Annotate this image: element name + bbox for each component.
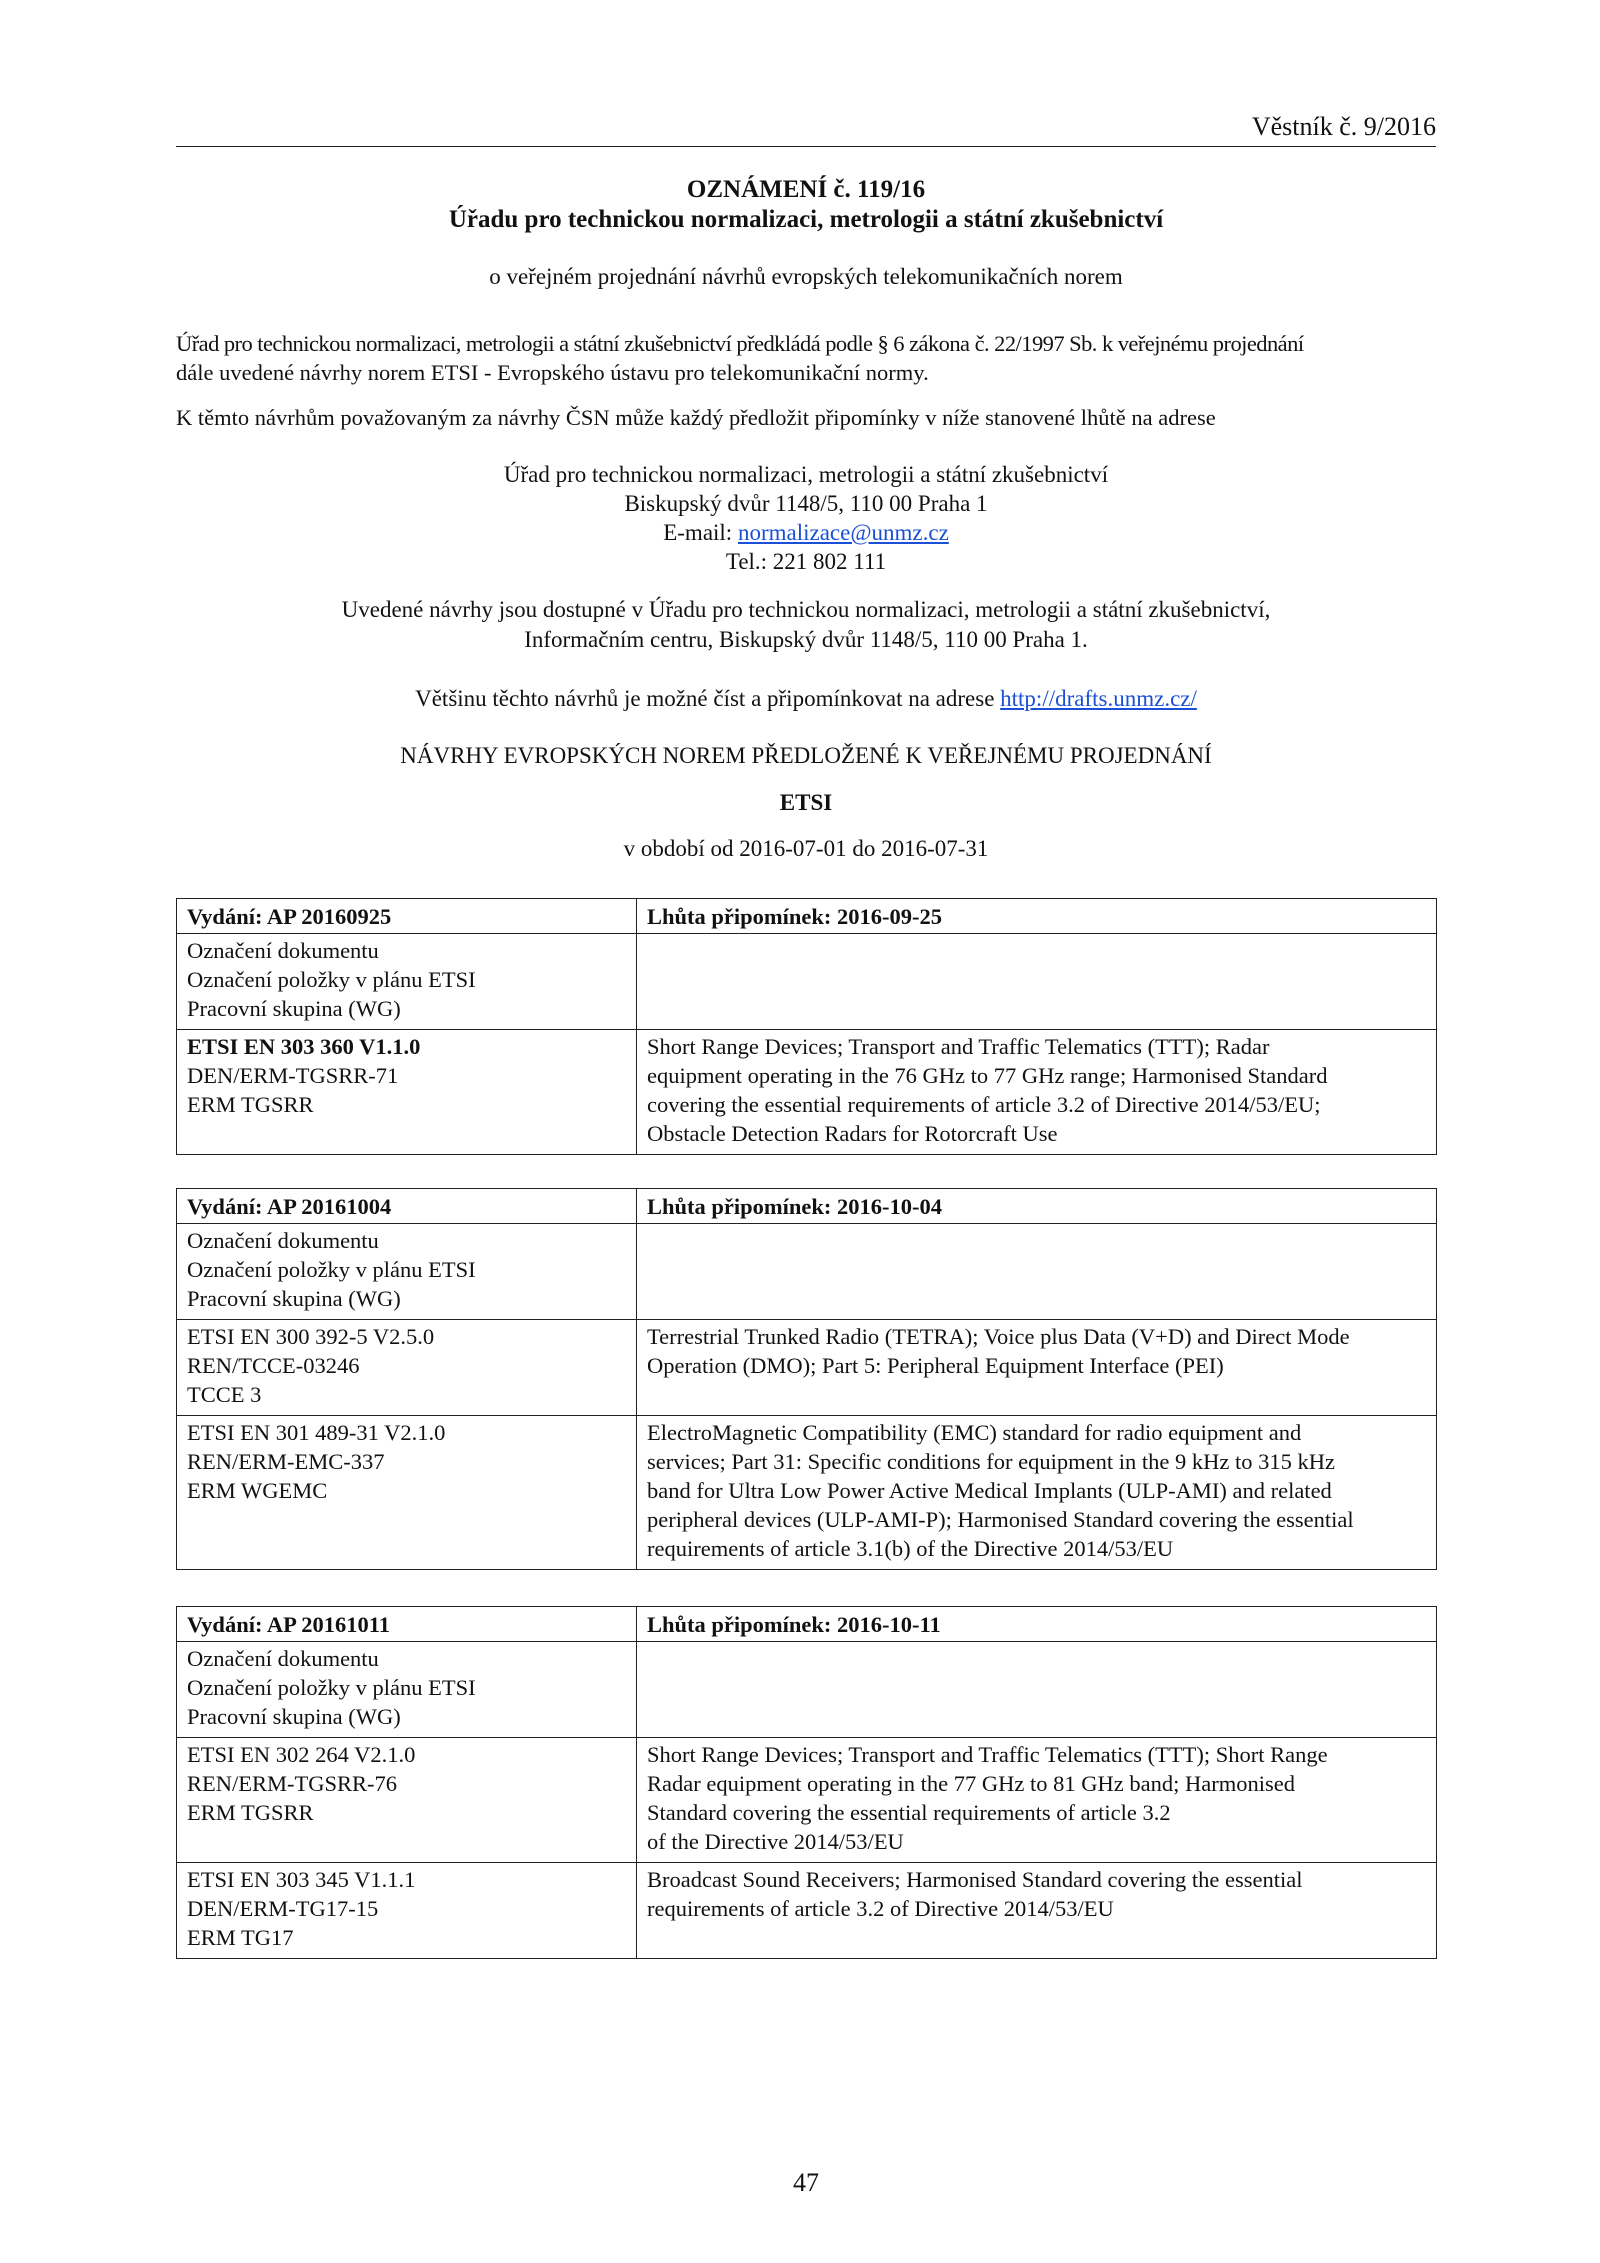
description-line: Short Range Devices; Transport and Traffic Telematics (TTT); Short Range <box>647 1742 1328 1767</box>
notice-subtitle: o veřejném projednání návrhů evropských telekomunikačních norem <box>489 264 1123 289</box>
address-street: Biskupský dvůr 1148/5, 110 00 Praha 1 <box>624 491 988 516</box>
drafts-text: Většinu těchto návrhů je možné číst a připomínkovat na adrese <box>415 686 1001 711</box>
description-line: peripheral devices (ULP-AMI-P); Harmonised Standard covering the essential <box>647 1507 1354 1532</box>
page-header <box>176 112 1436 147</box>
deadline-label: Lhůta připomínek: 2016-10-04 <box>637 1189 1437 1224</box>
issue-table <box>176 1606 1437 1959</box>
description-line: Short Range Devices; Transport and Traffic Telematics (TTT); Radar <box>647 1034 1270 1059</box>
description-line: requirements of article 3.1(b) of the Directive 2014/53/EU <box>647 1536 1174 1561</box>
legend-working-group: Pracovní skupina (WG) <box>187 996 401 1021</box>
working-group: ERM TG17 <box>187 1925 294 1950</box>
legend-empty-cell <box>637 934 1437 1030</box>
description-line: ElectroMagnetic Compatibility (EMC) standard for radio equipment and <box>647 1420 1302 1445</box>
working-group: TCCE 3 <box>187 1382 262 1407</box>
legend-document: Označení dokumentu <box>187 938 379 963</box>
plan-item-id: REN/TCCE-03246 <box>187 1353 360 1378</box>
legend-plan-item: Označení položky v plánu ETSI <box>187 1257 476 1282</box>
table-row <box>177 1863 1437 1959</box>
availability-line-2: Informačním centru, Biskupský dvůr 1148/5, 110 00 Praha 1. <box>524 627 1088 652</box>
working-group: ERM TGSRR <box>187 1800 314 1825</box>
issue-header-row <box>177 899 1437 934</box>
address-email <box>176 520 1436 546</box>
email-label: E-mail: <box>663 520 738 545</box>
document-description <box>637 1030 1437 1155</box>
page-number: 47 <box>793 2168 819 2197</box>
description-line: of the Directive 2014/53/EU <box>647 1829 904 1854</box>
address-tel: Tel.: 221 802 111 <box>725 549 887 574</box>
plan-item-id: REN/ERM-TGSRR-76 <box>187 1771 398 1796</box>
description-line: band for Ultra Low Power Active Medical Implants (ULP-AMI) and related <box>647 1478 1332 1503</box>
section-heading: NÁVRHY EVROPSKÝCH NOREM PŘEDLOŽENÉ K VEŘEJNÉMU PROJEDNÁNÍ <box>400 743 1212 768</box>
plan-item-id: DEN/ERM-TG17-15 <box>187 1896 379 1921</box>
description-line: Obstacle Detection Radars for Rotorcraft Use <box>647 1121 1058 1146</box>
legend-plan-item: Označení položky v plánu ETSI <box>187 967 476 992</box>
address-org: Úřad pro technickou normalizaci, metrologii a státní zkušebnictví <box>503 462 1109 487</box>
legend-empty-cell <box>637 1642 1437 1738</box>
legend-row <box>177 1642 1437 1738</box>
issue-label: Vydání: AP 20161011 <box>177 1607 637 1642</box>
legend-working-group: Pracovní skupina (WG) <box>187 1704 401 1729</box>
intro-paragraph-2: K těmto návrhům považovaným za návrhy ČSN může každý předložit připomínky v níže stanovené lhůtě na adrese <box>176 405 1216 430</box>
legend-row <box>177 1224 1437 1320</box>
description-line: services; Part 31: Specific conditions for equipment in the 9 kHz to 315 kHz <box>647 1449 1335 1474</box>
table-row <box>177 1416 1437 1570</box>
notice-authority: Úřadu pro technickou normalizaci, metrologii a státní zkušebnictví <box>448 206 1164 233</box>
document-id: ETSI EN 301 489-31 V2.1.0 <box>187 1420 446 1445</box>
table-row <box>177 1320 1437 1416</box>
legend-empty-cell <box>637 1224 1437 1320</box>
working-group: ERM WGEMC <box>187 1478 328 1503</box>
issue-label: Vydání: AP 20160925 <box>177 899 637 934</box>
notice-title: OZNÁMENÍ č. 119/16 <box>686 176 926 203</box>
document-id: ETSI EN 300 392-5 V2.5.0 <box>187 1324 435 1349</box>
description-line: covering the essential requirements of article 3.2 of Directive 2014/53/EU; <box>647 1092 1321 1117</box>
legend-plan-item: Označení položky v plánu ETSI <box>187 1675 476 1700</box>
description-line: equipment operating in the 76 GHz to 77 GHz range; Harmonised Standard <box>647 1063 1328 1088</box>
legend-document: Označení dokumentu <box>187 1646 379 1671</box>
intro-line-1: Úřad pro technickou normalizaci, metrologii a státní zkušebnictví předkládá podle § 6 zákona č. 22/1997 Sb. k veřejnému projednání <box>176 331 1304 356</box>
journal-issue: Věstník č. 9/2016 <box>1251 112 1436 141</box>
availability-line-1: Uvedené návrhy jsou dostupné v Úřadu pro technickou normalizaci, metrologii a státní zkušebnictví, <box>341 597 1271 622</box>
document-id: ETSI EN 302 264 V2.1.0 <box>187 1742 416 1767</box>
deadline-label: Lhůta připomínek: 2016-09-25 <box>637 899 1437 934</box>
intro-line-2: dále uvedené návrhy norem ETSI - Evropského ústavu pro telekomunikační normy. <box>176 360 929 385</box>
document-description <box>637 1863 1437 1959</box>
description-line: Broadcast Sound Receivers; Harmonised Standard covering the essential <box>647 1867 1303 1892</box>
issue-label: Vydání: AP 20161004 <box>177 1189 637 1224</box>
description-line: Standard covering the essential requirements of article 3.2 <box>647 1800 1171 1825</box>
drafts-line <box>176 686 1436 712</box>
issue-table <box>176 898 1437 1155</box>
plan-item-id: DEN/ERM-TGSRR-71 <box>187 1063 399 1088</box>
document-id: ETSI EN 303 345 V1.1.1 <box>187 1867 416 1892</box>
description-line: Terrestrial Trunked Radio (TETRA); Voice plus Data (V+D) and Direct Mode <box>647 1324 1350 1349</box>
legend-document: Označení dokumentu <box>187 1228 379 1253</box>
document-description <box>637 1416 1437 1570</box>
legend-row <box>177 934 1437 1030</box>
legend-working-group: Pracovní skupina (WG) <box>187 1286 401 1311</box>
description-line: requirements of article 3.2 of Directive 2014/53/EU <box>647 1896 1114 1921</box>
document-description <box>637 1320 1437 1416</box>
document-description <box>637 1738 1437 1863</box>
description-line: Radar equipment operating in the 77 GHz to 81 GHz band; Harmonised <box>647 1771 1295 1796</box>
document-id: ETSI EN 303 360 V1.1.0 <box>187 1034 421 1059</box>
table-row <box>177 1738 1437 1863</box>
section-org: ETSI <box>779 790 833 815</box>
section-period: v období od 2016-07-01 do 2016-07-31 <box>623 836 989 861</box>
issue-header-row <box>177 1607 1437 1642</box>
drafts-link[interactable]: http://drafts.unmz.cz/ <box>1000 686 1197 711</box>
issue-table <box>176 1188 1437 1570</box>
email-link[interactable]: normalizace@unmz.cz <box>737 520 949 545</box>
issue-header-row <box>177 1189 1437 1224</box>
description-line: Operation (DMO); Part 5: Peripheral Equipment Interface (PEI) <box>647 1353 1224 1378</box>
deadline-label: Lhůta připomínek: 2016-10-11 <box>637 1607 1437 1642</box>
working-group: ERM TGSRR <box>187 1092 314 1117</box>
table-row <box>177 1030 1437 1155</box>
plan-item-id: REN/ERM-EMC-337 <box>187 1449 385 1474</box>
